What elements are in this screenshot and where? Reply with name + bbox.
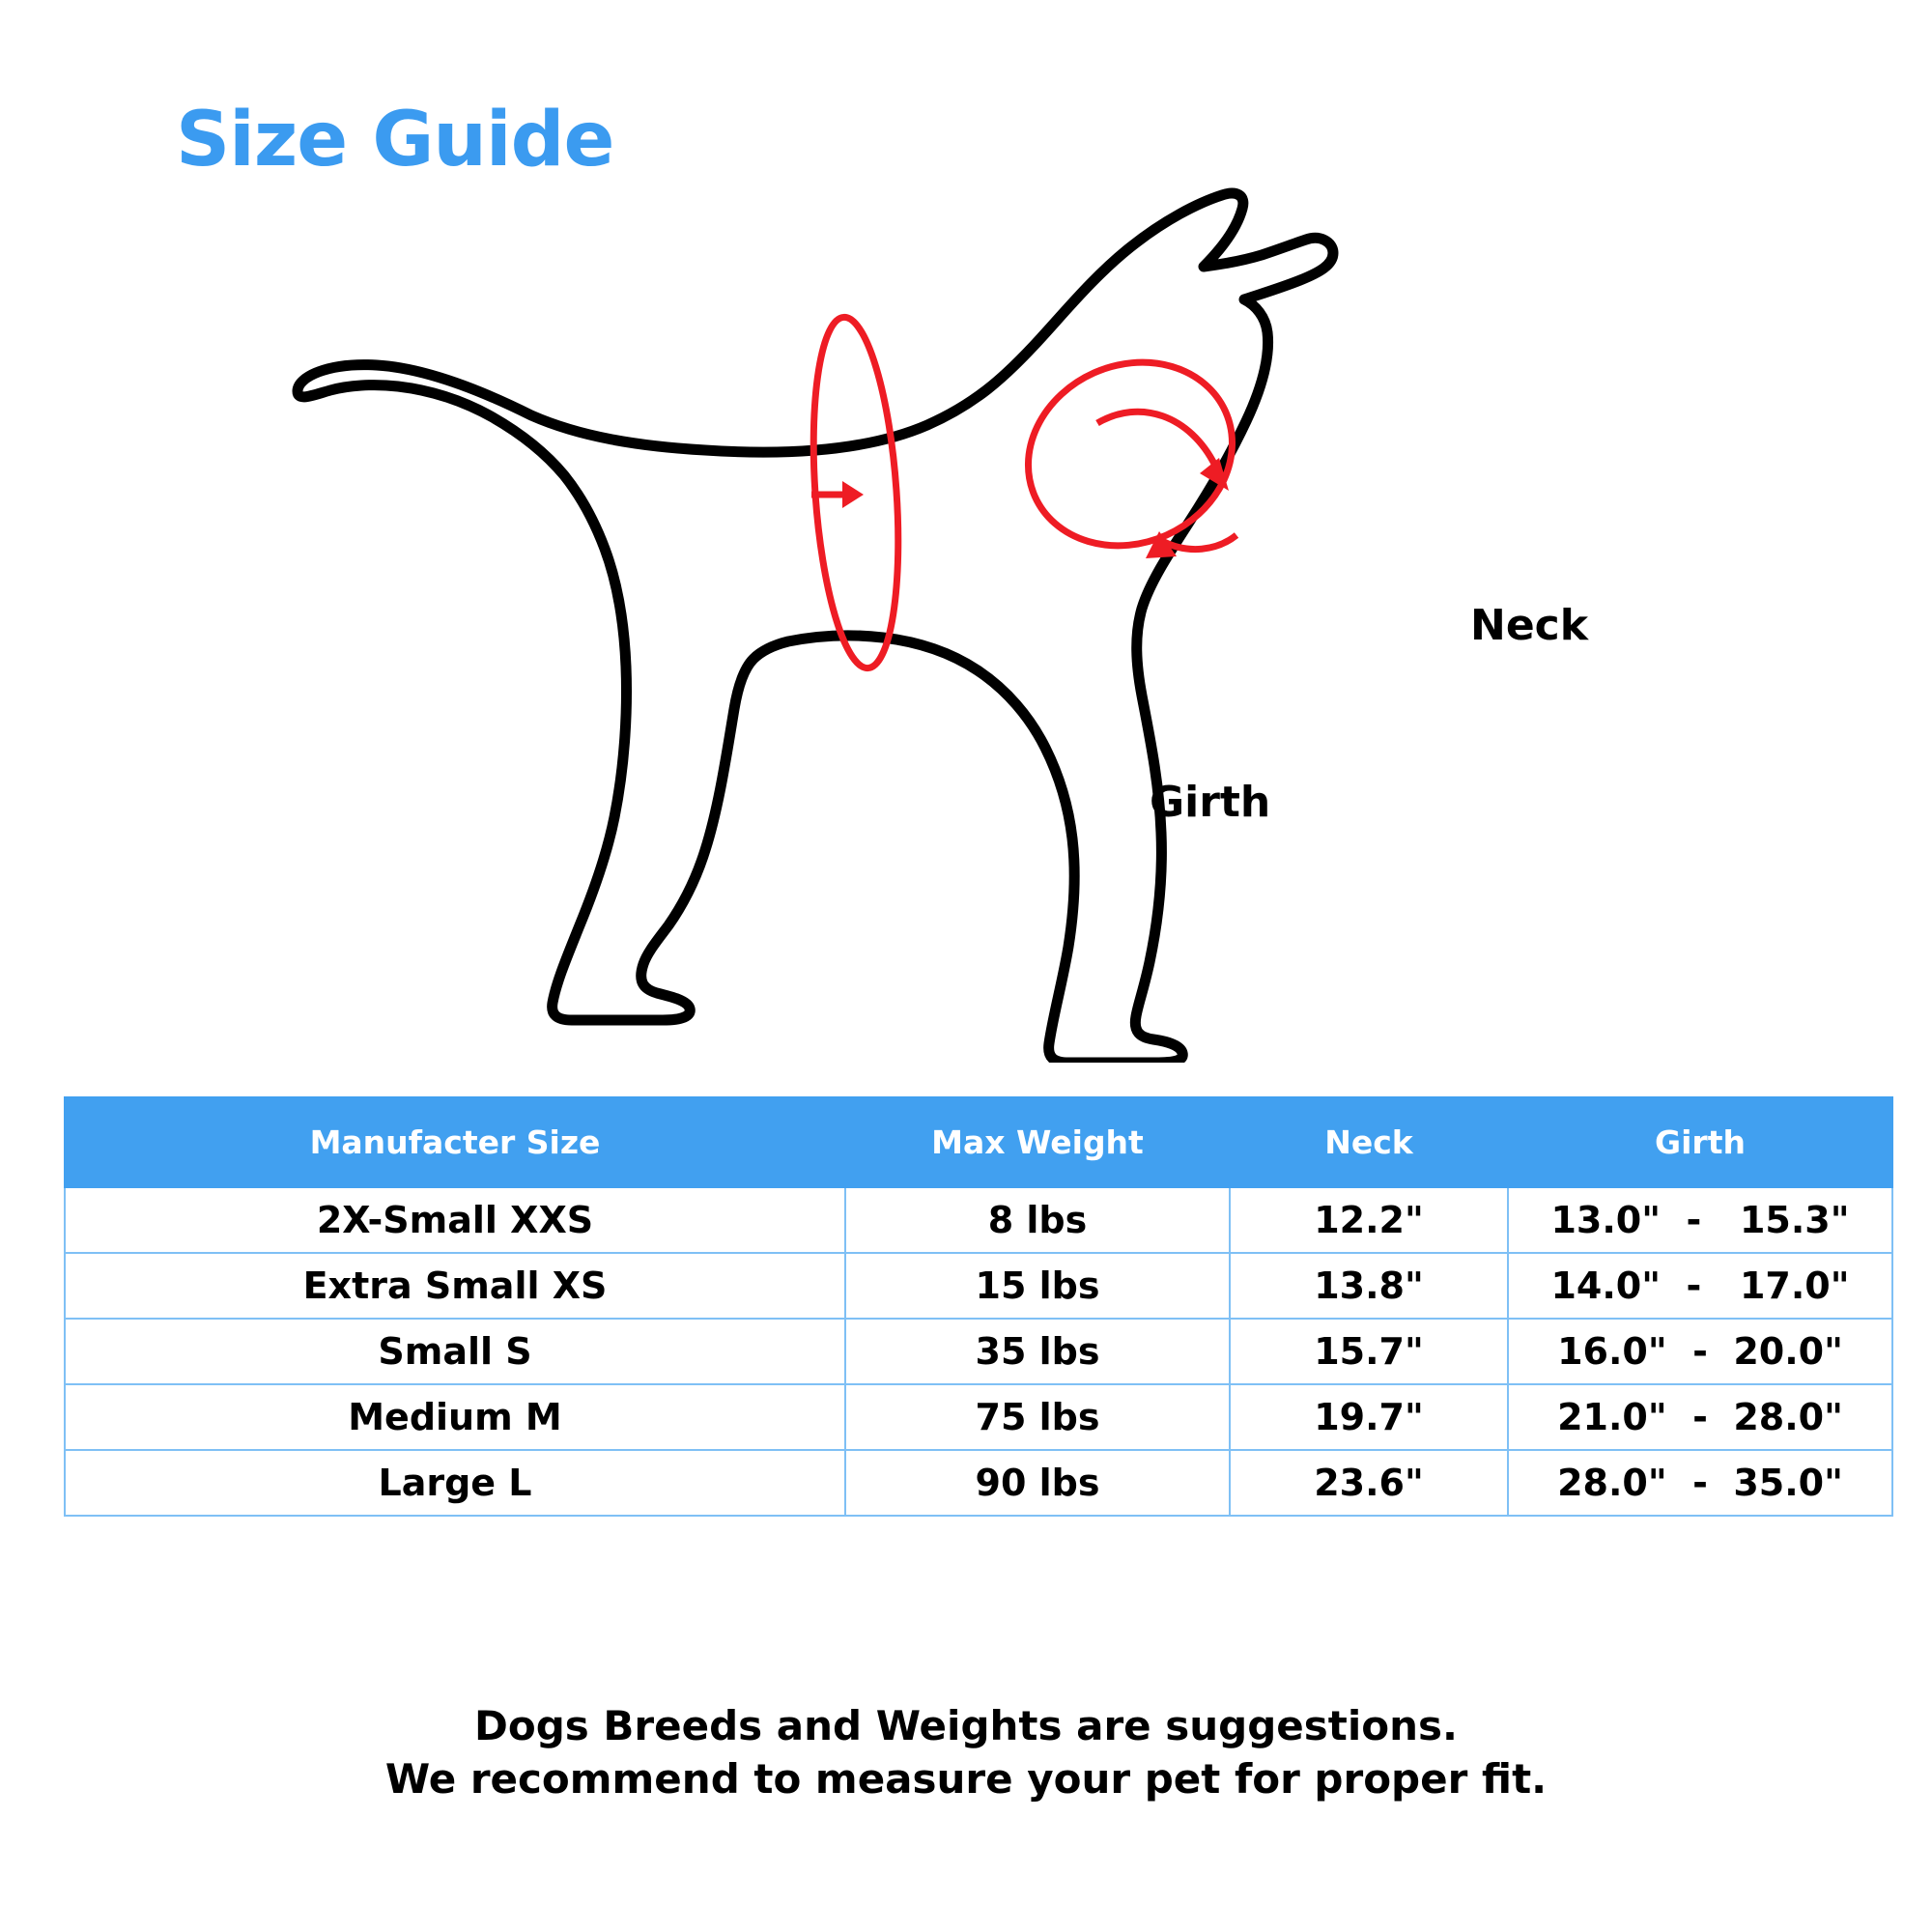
cell-weight: 35 lbs bbox=[845, 1319, 1230, 1384]
table-header-row bbox=[65, 1097, 1892, 1187]
cell-neck: 23.6" bbox=[1230, 1450, 1508, 1516]
cell-weight: 90 lbs bbox=[845, 1450, 1230, 1516]
cell-neck: 19.7" bbox=[1230, 1384, 1508, 1450]
cell-girth bbox=[1508, 1384, 1892, 1450]
footnote-line-2: We recommend to measure your pet for proper fit. bbox=[384, 1754, 1548, 1803]
size-table bbox=[64, 1096, 1893, 1517]
dog-outline-icon bbox=[290, 184, 1565, 1063]
cell-weight: 15 lbs bbox=[845, 1253, 1230, 1319]
table-row bbox=[65, 1319, 1892, 1384]
footnote-line-1: Dogs Breeds and Weights are suggestions. bbox=[474, 1702, 1458, 1749]
cell-neck: 15.7" bbox=[1230, 1319, 1508, 1384]
cell-girth bbox=[1508, 1450, 1892, 1516]
girth-label: Girth bbox=[1150, 778, 1271, 827]
cell-neck: 13.8" bbox=[1230, 1253, 1508, 1319]
cell-neck: 12.2" bbox=[1230, 1187, 1508, 1253]
cell-size: 2X-Small XXS bbox=[65, 1187, 845, 1253]
girth-range-text: 28.0" - 35.0" bbox=[1557, 1462, 1843, 1504]
neck-label: Neck bbox=[1470, 601, 1589, 650]
girth-range-text: 16.0" - 20.0" bbox=[1557, 1330, 1843, 1373]
cell-weight: 75 lbs bbox=[845, 1384, 1230, 1450]
footnote bbox=[0, 1700, 1932, 1805]
column-header-manufacter-size: Manufacter Size bbox=[65, 1097, 845, 1187]
dog-measurement-diagram bbox=[290, 184, 1589, 1063]
table-row bbox=[65, 1384, 1892, 1450]
column-header-girth: Girth bbox=[1508, 1097, 1892, 1187]
cell-size: Large L bbox=[65, 1450, 845, 1516]
cell-size: Extra Small XS bbox=[65, 1253, 845, 1319]
column-header-neck: Neck bbox=[1230, 1097, 1508, 1187]
size-table-header bbox=[65, 1097, 1892, 1187]
column-header-max-weight: Max Weight bbox=[845, 1097, 1230, 1187]
cell-size: Small S bbox=[65, 1319, 845, 1384]
table-row bbox=[65, 1187, 1892, 1253]
cell-weight: 8 lbs bbox=[845, 1187, 1230, 1253]
size-table-body bbox=[65, 1187, 1892, 1516]
page-title: Size Guide bbox=[176, 97, 614, 184]
cell-girth bbox=[1508, 1319, 1892, 1384]
girth-range-text: 14.0" - 17.0" bbox=[1550, 1264, 1850, 1307]
table-row bbox=[65, 1450, 1892, 1516]
cell-girth bbox=[1508, 1187, 1892, 1253]
girth-range-text: 13.0" - 15.3" bbox=[1550, 1199, 1850, 1241]
table-row bbox=[65, 1253, 1892, 1319]
girth-range-text: 21.0" - 28.0" bbox=[1557, 1396, 1843, 1438]
cell-girth bbox=[1508, 1253, 1892, 1319]
cell-size: Medium M bbox=[65, 1384, 845, 1450]
